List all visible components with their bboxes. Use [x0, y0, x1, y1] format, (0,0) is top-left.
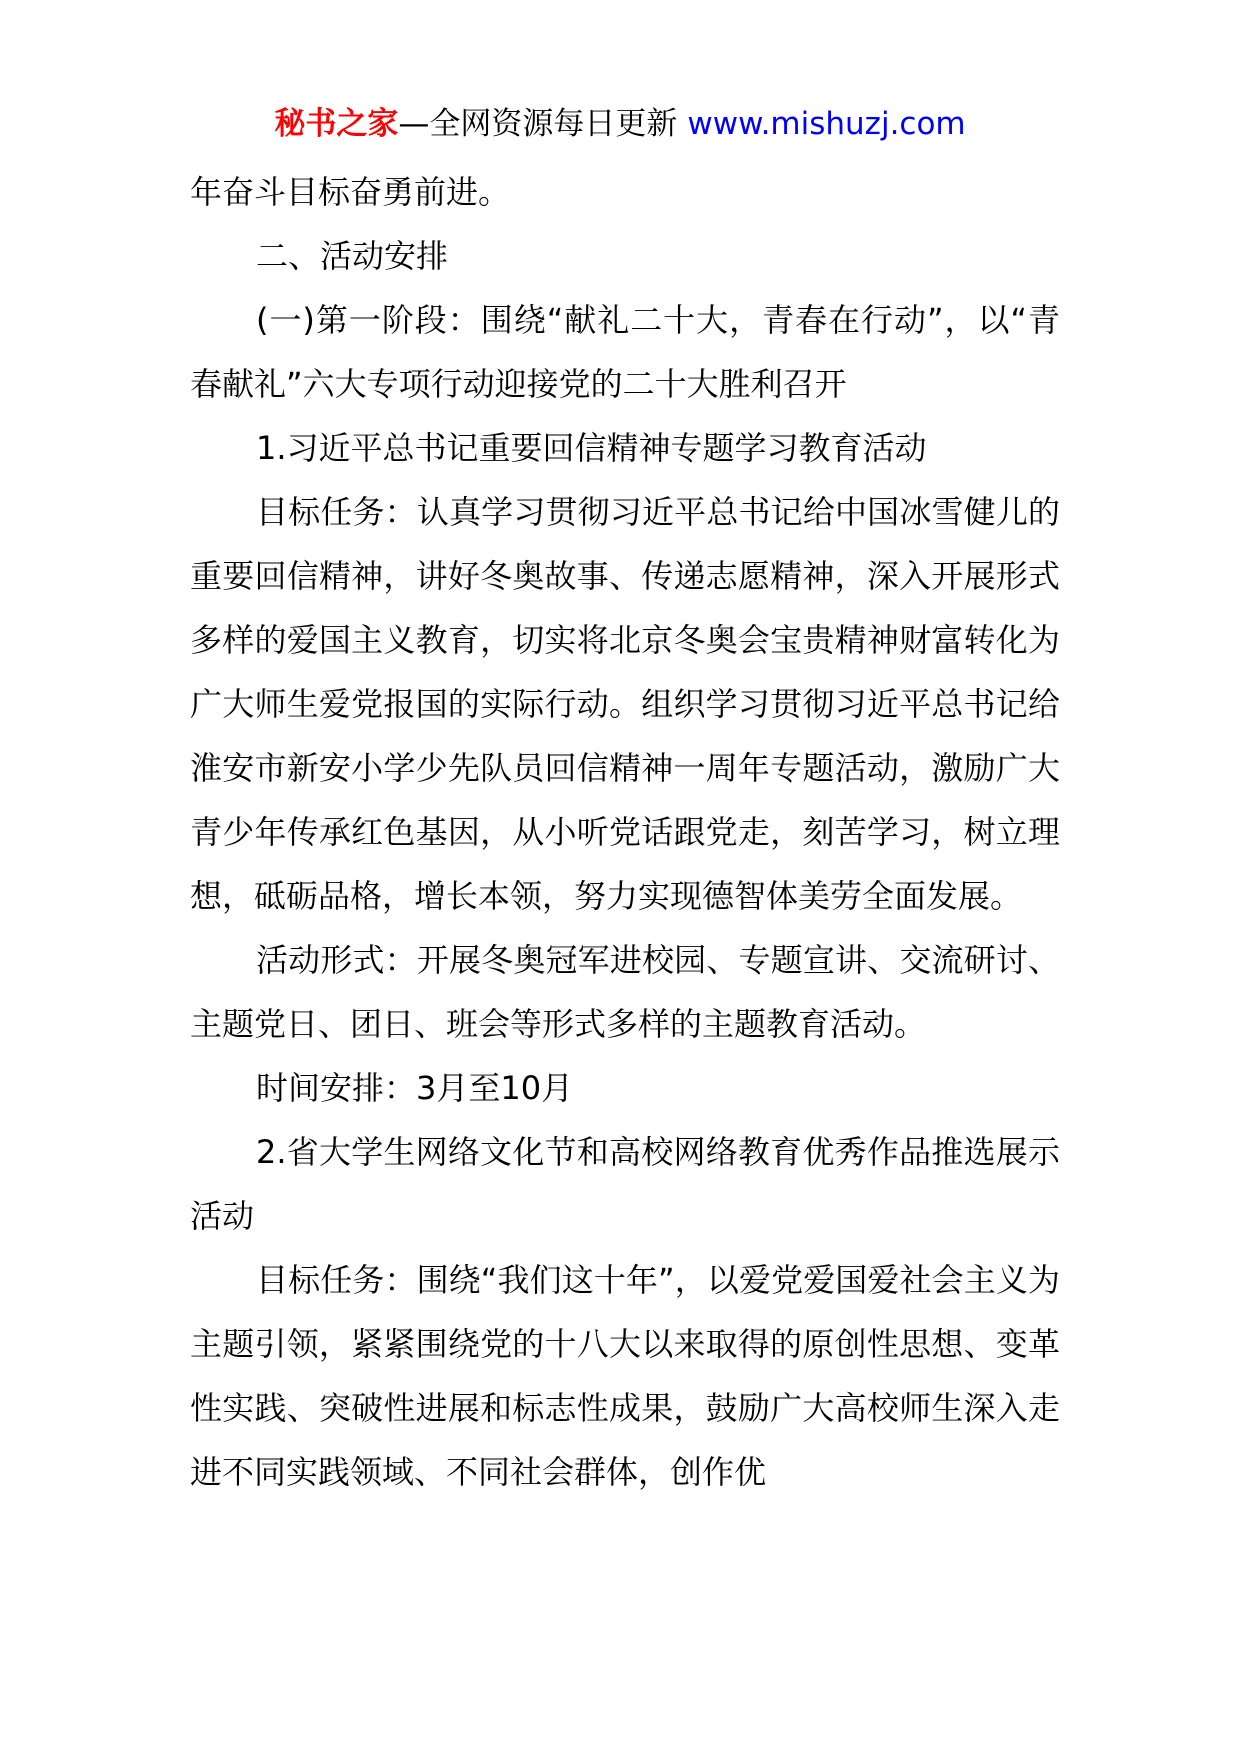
- document-body: [190, 160, 1060, 1504]
- item-1-schedule: 时间安排：3月至10月: [256, 1069, 574, 1107]
- item-2-target-task: 目标任务：围绕“我们这十年”，以爱党爱国爱社会主义为主题引领，紧紧围绕党的十八大以来取得的原创性思想、变革性实践、突破性进展和标志性成果，鼓励广大高校师生深入走进不同实践领域、不同社会群体，创作优: [190, 1261, 1060, 1491]
- paragraph-continuation: 年奋斗目标奋勇前进。: [190, 173, 511, 211]
- item-1-activity-form: 活动形式：开展冬奥冠军进校园、专题宣讲、交流研讨、主题党日、团日、班会等形式多样的主题教育活动。: [190, 941, 1060, 1043]
- section-heading-activity-arrangement: 二、活动安排: [256, 237, 449, 275]
- item-1-target-task: 目标任务：认真学习贯彻习近平总书记给中国冰雪健儿的重要回信精神，讲好冬奥故事、传递志愿精神，深入开展形式多样的爱国主义教育，切实将北京冬奥会宝贵精神财富转化为广大师生爱党报国的实际行动。组织学习贯彻习近平总书记给淮安市新安小学少先队员回信精神一周年专题活动，激励广大青少年传承红色基因，从小听党话跟党走，刻苦学习，树立理想，砥砺品格，增长本领，努力实现德智体美劳全面发展。: [190, 493, 1060, 915]
- site-brand: 秘书之家: [274, 106, 399, 142]
- site-header: [0, 102, 1240, 146]
- item-1-heading: 1.习近平总书记重要回信精神专题学习教育活动: [256, 429, 927, 467]
- site-tagline: —全网资源每日更新: [398, 106, 678, 142]
- site-url-link[interactable]: www.mishuzj.com: [687, 106, 966, 142]
- stage-one-heading: (一)第一阶段：围绕“献礼二十大，青春在行动”，以“青春献礼”六大专项行动迎接党的二十大胜利召开: [190, 301, 1060, 403]
- item-2-heading: 2.省大学生网络文化节和高校网络教育优秀作品推选展示活动: [190, 1133, 1060, 1235]
